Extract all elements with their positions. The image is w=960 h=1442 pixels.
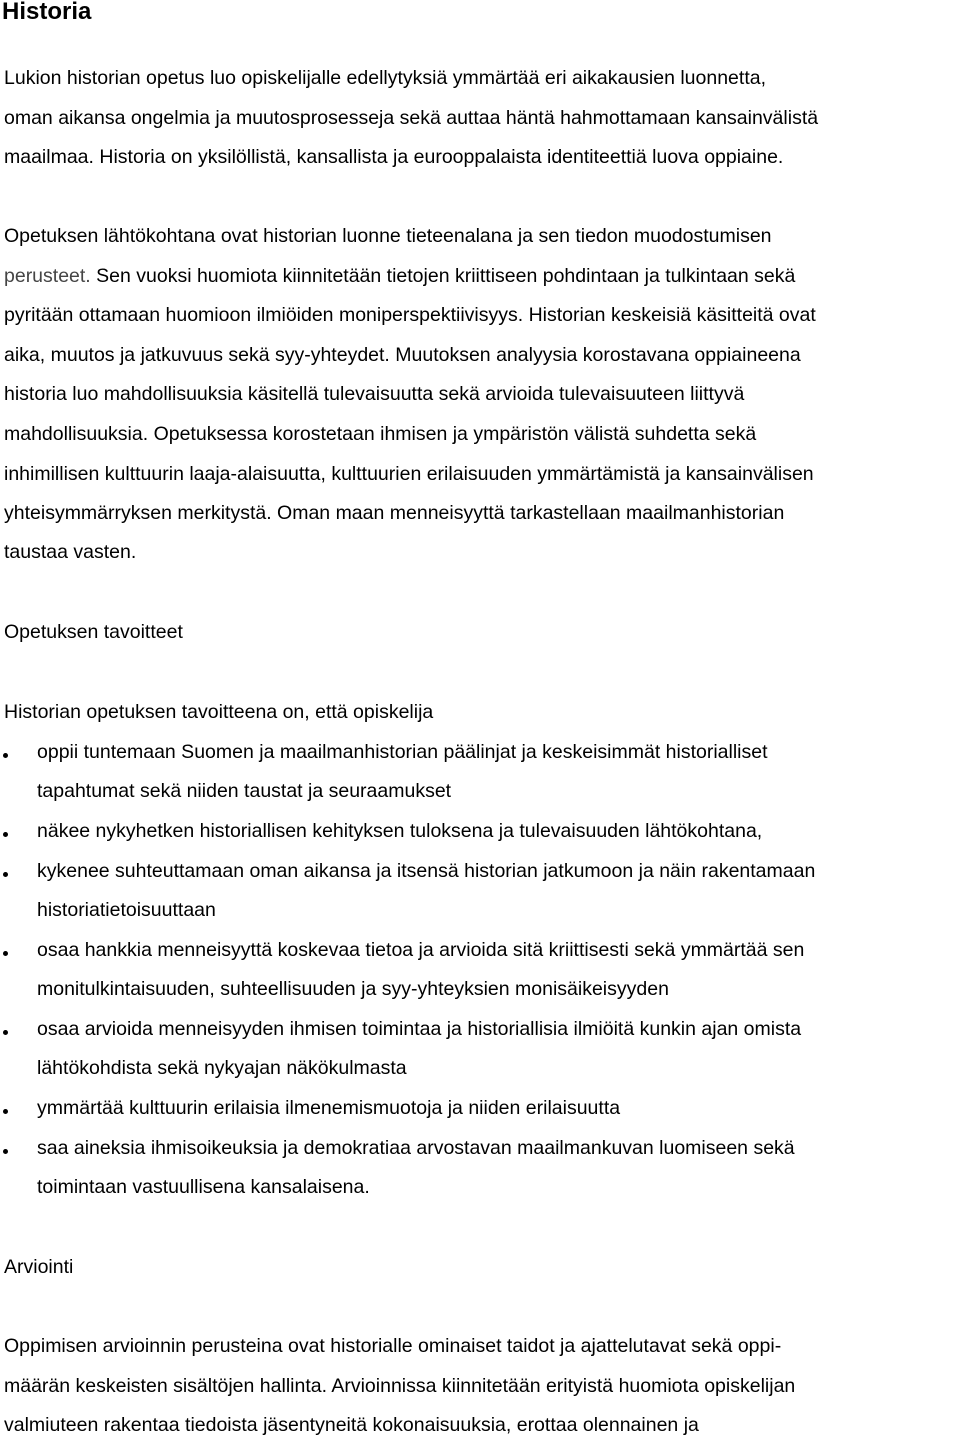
- intro-line: Lukion historian opetus luo opiskelijalle edellytyksiä ymmärtää eri aikakausien luonnetta,: [4, 67, 767, 89]
- intro-line: maailmaa. Historia on yksilöllistä, kansallista ja eurooppalaista identiteettiä luova oppiaine.: [4, 146, 784, 168]
- basis-line: mahdollisuuksia. Opetuksessa korostetaan ihmisen ja ympäristön välistä suhdetta sekä: [4, 423, 757, 445]
- list-item-line: kykenee suhteuttamaan oman aikansa ja itsensä historian jatkumoon ja näin rakentamaan: [37, 860, 816, 882]
- goals-heading: Opetuksen tavoitteet: [4, 621, 183, 643]
- list-item-line: historiatietoisuuttaan: [37, 899, 216, 921]
- list-item-line: tapahtumat sekä niiden taustat ja seuraamukset: [37, 780, 452, 802]
- assessment-line: valmiuteen rakentaa tiedoista jäsentyneitä kokonaisuuksia, erottaa olennainen ja: [4, 1414, 699, 1436]
- basis-line-rest: Sen vuoksi huomiota kiinnitetään tietojen kriittiseen pohdintaan ja tulkintaan sekä: [96, 265, 796, 287]
- bullet-icon: [3, 951, 8, 956]
- list-item-line: osaa arvioida menneisyyden ihmisen toimintaa ja historiallisia ilmiöitä kunkin ajan omista: [37, 1018, 802, 1040]
- basis-line: yhteisymmärryksen merkitystä. Oman maan menneisyyttä tarkastellaan maailmanhistorian: [4, 502, 785, 524]
- basis-line: pyritään ottamaan huomioon ilmiöiden moniperspektiivisyys. Historian keskeisiä käsitteitä ovat: [4, 304, 816, 326]
- bullet-icon: [3, 1030, 8, 1035]
- list-item-line: saa aineksia ihmisoikeuksia ja demokratiaa arvostavan maailmankuvan luomiseen sekä: [37, 1137, 795, 1159]
- list-item-line: osaa hankkia menneisyyttä koskevaa tietoa ja arvioida sitä kriittisesti sekä ymmärtää sen: [37, 939, 805, 961]
- bullet-icon: [3, 872, 8, 877]
- assessment-line: Oppimisen arvioinnin perusteina ovat historialle ominaiset taidot ja ajattelutavat sekä oppi-: [4, 1335, 782, 1357]
- list-item-line: oppii tuntemaan Suomen ja maailmanhistorian päälinjat ja keskeisimmät historialliset: [37, 741, 768, 763]
- bullet-icon: [3, 1149, 8, 1154]
- bullet-icon: [3, 832, 8, 837]
- list-item-line: ymmärtää kulttuurin erilaisia ilmenemismuotoja ja niiden erilaisuutta: [37, 1097, 621, 1119]
- assessment-heading: Arviointi: [4, 1256, 74, 1278]
- intro-line: oman aikansa ongelmia ja muutosprosesseja sekä auttaa häntä hahmottamaan kansainvälistä: [4, 107, 819, 129]
- basis-line: [4, 264, 795, 288]
- basis-line: Opetuksen lähtökohtana ovat historian luonne tieteenalana ja sen tiedon muodostumisen: [4, 225, 772, 247]
- basis-line: historia luo mahdollisuuksia käsitellä tulevaisuutta sekä arvioida tulevaisuuteen liittyvä: [4, 383, 745, 405]
- bullet-icon: [3, 1109, 8, 1114]
- list-item-line: lähtökohdista sekä nykyajan näkökulmasta: [37, 1057, 407, 1079]
- bullet-icon: [3, 753, 8, 758]
- list-item-line: näkee nykyhetken historiallisen kehityksen tuloksena ja tulevaisuuden lähtökohtana,: [37, 820, 763, 842]
- basis-line: taustaa vasten.: [4, 541, 137, 563]
- goals-intro: Historian opetuksen tavoitteena on, että opiskelija: [4, 701, 434, 723]
- list-item-line: monitulkintaisuuden, suhteellisuuden ja syy-yhteyksien monisäikeisyyden: [37, 978, 669, 1000]
- page-title: Historia: [2, 0, 92, 25]
- basis-line: inhimillisen kulttuurin laaja-alaisuutta, kulttuurien erilaisuuden ymmärtämistä ja kansainvälisen: [4, 463, 814, 485]
- list-item-line: toimintaan vastuullisena kansalaisena.: [37, 1176, 370, 1198]
- basis-line-start: perusteet.: [4, 265, 91, 287]
- basis-line: aika, muutos ja jatkuvuus sekä syy-yhteydet. Muutoksen analyysia korostavana oppiaineena: [4, 344, 801, 366]
- assessment-line: määrän keskeisten sisältöjen hallinta. Arvioinnissa kiinnitetään erityistä huomiota opiskelijan: [4, 1375, 796, 1397]
